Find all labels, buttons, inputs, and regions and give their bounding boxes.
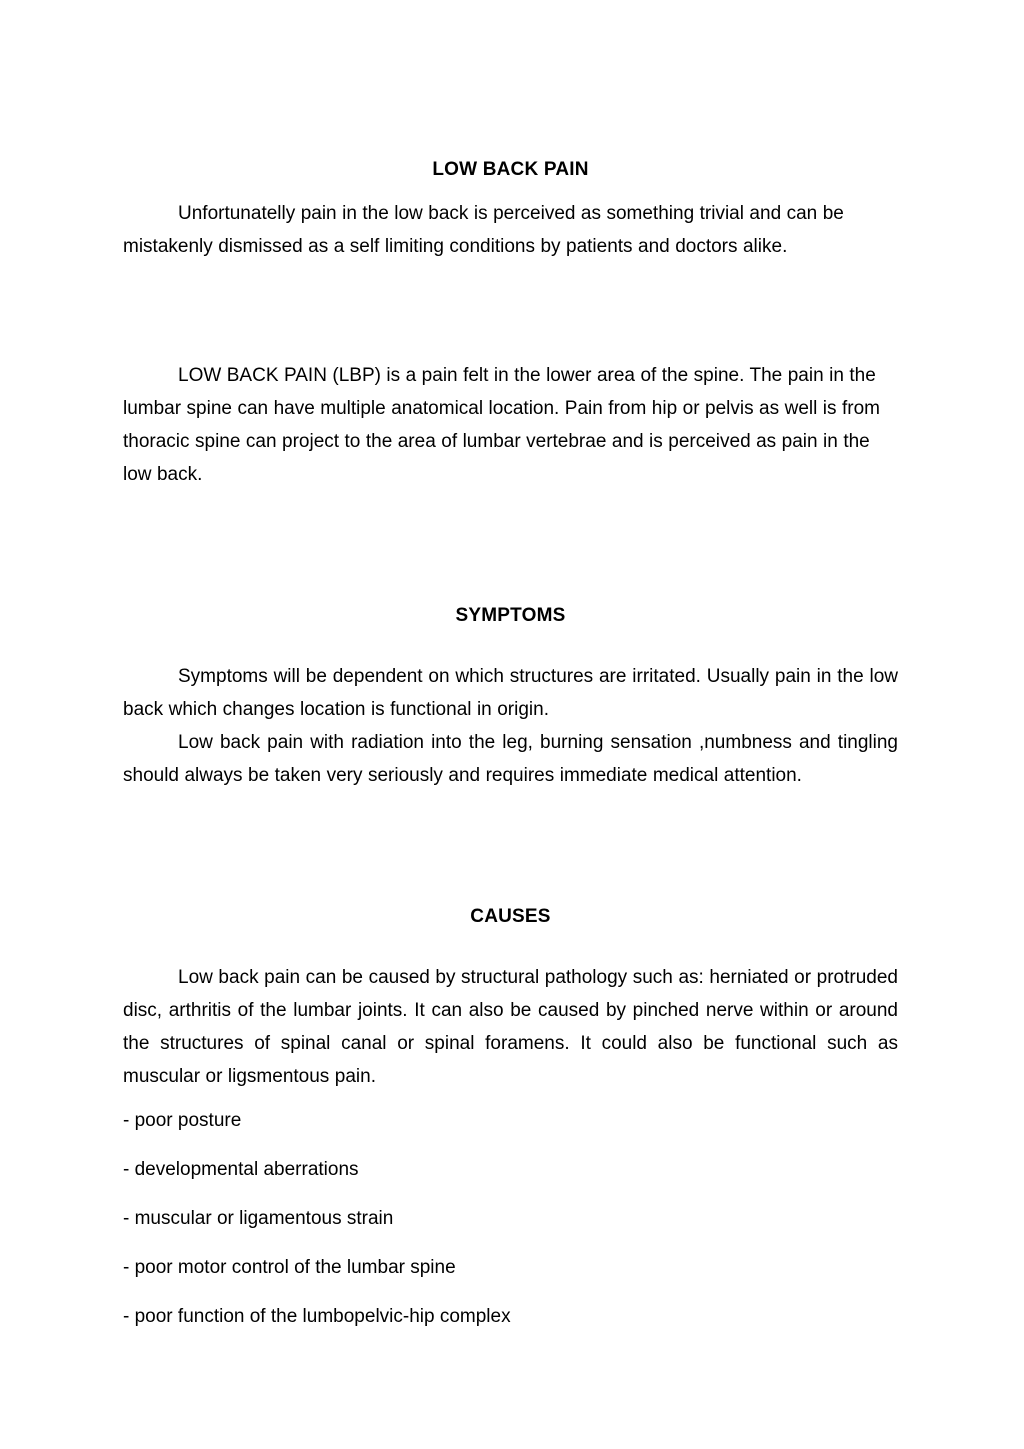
causes-paragraph-1: Low back pain can be caused by structural pathology such as: herniated or protruded disc, arthritis of the lumbar joints. It can also be caused by pinched nerve within or around the structures of spinal canal or spinal foramens. It could also be functional such as muscular or ligsmentous pain. [123, 967, 898, 1087]
spacer [123, 632, 898, 660]
causes-list [123, 1104, 898, 1333]
list-item-label: poor motor control of the lumbar spine [134, 1257, 456, 1278]
spacer [123, 263, 898, 359]
list-item-label: developmental aberrations [134, 1159, 359, 1180]
list-marker: - [123, 1208, 130, 1229]
list-item [123, 1300, 898, 1333]
intro-paragraph: Unfortunatelly pain in the low back is perceived as something trivial and can be mistakenly dismissed as a self limiting conditions by patients and doctors alike. [123, 203, 844, 257]
list-item-label: muscular or ligamentous strain [134, 1208, 394, 1229]
list-item-label: poor posture [134, 1110, 242, 1131]
document-content [123, 0, 898, 1349]
list-item-label: poor function of the lumbopelvic-hip complex [134, 1306, 511, 1327]
list-item [123, 1202, 898, 1235]
list-item [123, 1153, 898, 1186]
list-marker: - [123, 1159, 130, 1180]
spacer [123, 792, 898, 900]
list-marker: - [123, 1306, 130, 1327]
list-marker: - [123, 1257, 130, 1278]
section-heading-causes: CAUSES [470, 906, 551, 927]
definition-paragraph: LOW BACK PAIN (LBP) is a pain felt in the lower area of the spine. The pain in the lumbar spine can have multiple anatomical location. Pain from hip or pelvis as well is from thoracic spine can project to the area of lumbar vertebrae and is perceived as pain in the low back. [123, 365, 881, 485]
list-marker: - [123, 1110, 130, 1131]
page-title: LOW BACK PAIN [432, 159, 589, 180]
spacer [123, 933, 898, 961]
section-heading-symptoms: SYMPTOMS [455, 605, 566, 626]
list-item [123, 1251, 898, 1284]
spacer [123, 186, 898, 197]
symptoms-paragraph-2: Low back pain with radiation into the leg, burning sensation ,numbness and tingling should always be taken very seriously and requires immediate medical attention. [123, 732, 898, 786]
list-item [123, 1104, 898, 1137]
spacer [123, 491, 898, 599]
symptoms-paragraph-1: Symptoms will be dependent on which structures are irritated. Usually pain in the low back which changes location is functional in origin. [123, 666, 898, 720]
spacer [123, 1093, 898, 1104]
